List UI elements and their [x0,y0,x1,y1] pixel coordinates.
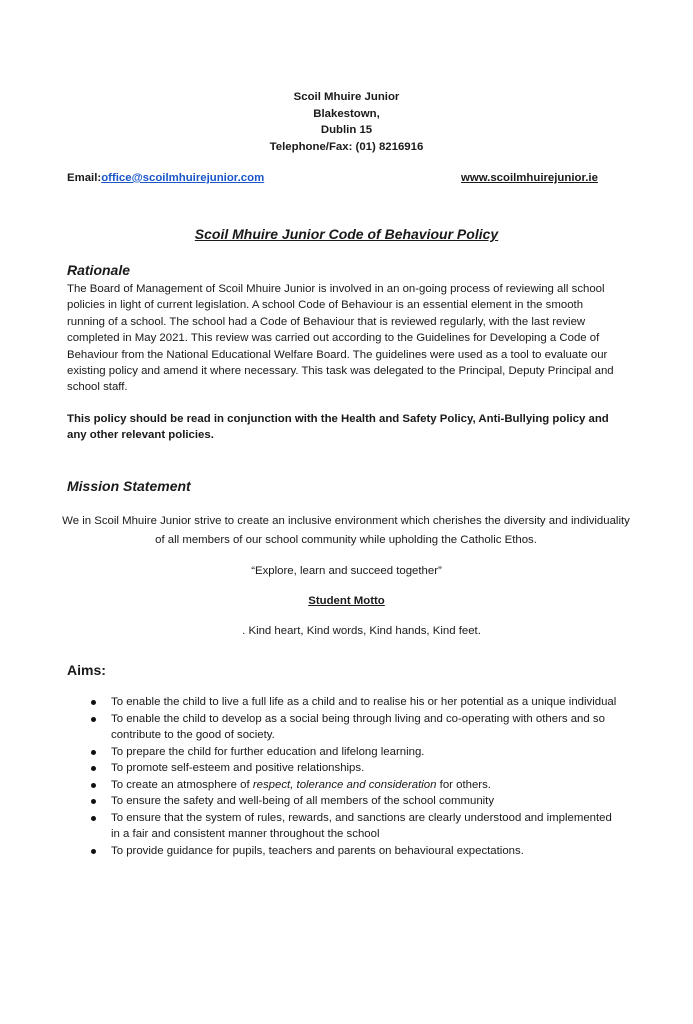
telephone: Telephone/Fax: (01) 8216916 [269,140,424,153]
rationale-note: This policy should be read in conjunction with the Health and Safety Policy, Anti-Bullying policy and any other relevant policies. [67,413,609,442]
rationale-heading: Rationale [67,262,131,278]
bullet-icon [91,816,96,821]
bullet-icon [91,750,96,755]
bullet-icon [91,783,96,788]
email-line [67,172,264,184]
bullet-icon [91,766,96,771]
bullet-icon [91,849,96,854]
rationale-body: The Board of Management of Scoil Mhuire Junior is involved in an on-going process of reviewing all school policies in light of current legislation. A school Code of Behaviour is an essential element in the smooth running of a school. The school had a Code of Behaviour that is reviewed regularly, with the last review completed in May 2021. This review was carried out according to the Guidelines for Developing a Code of Behaviour from the National Educational Welfare Board. The guidelines were used as a tool to evaluate our existing policy and amend it where necessary. This task was delegated to the Principal, Deputy Principal and school staff. [67,283,614,394]
document-title: Scoil Mhuire Junior Code of Behaviour Policy [194,226,499,242]
mission-heading: Mission Statement [67,478,191,494]
list-item: To create an atmosphere of respect, tolerance and consideration for others. [88,777,618,794]
email-link[interactable]: office@scoilmhuirejunior.com [101,172,265,184]
list-item: To enable the child to develop as a social being through living and co-operating with others and so contribute to the good of society. [88,711,618,744]
website-link[interactable]: www.scoilmhuirejunior.ie [461,172,598,184]
student-motto-heading: Student Motto [308,595,385,607]
email-label: Email: [67,172,102,184]
list-item: To enable the child to live a full life as a child and to realise his or her potential as a unique individual [88,694,618,711]
aims-list [88,694,618,859]
bullet-icon [91,717,96,722]
school-name: Scoil Mhuire Junior [293,91,400,103]
list-item: To ensure the safety and well-being of all members of the school community [88,793,618,810]
aims-heading: Aims: [67,662,106,678]
bullet-icon [91,799,96,804]
list-item: To provide guidance for pupils, teachers and parents on behavioural expectations. [88,843,618,860]
address-line-2: Dublin 15 [320,124,373,136]
list-item: To prepare the child for further education and lifelong learning. [88,744,618,761]
school-address-block [0,89,693,155]
student-motto: . Kind heart, Kind words, Kind hands, Kind feet. [242,625,481,637]
list-item: To promote self-esteem and positive relationships. [88,760,618,777]
address-line-1: Blakestown, [313,107,380,120]
list-item: To ensure that the system of rules, rewards, and sanctions are clearly understood and implemented in a fair and consistent manner throughout the school [88,810,618,843]
school-motto: “Explore, learn and succeed together” [251,565,442,577]
bullet-icon [91,700,96,705]
mission-body: We in Scoil Mhuire Junior strive to create an inclusive environment which cherishes the diversity and individuality of all members of our school community while upholding the Catholic Ethos. [62,515,630,546]
